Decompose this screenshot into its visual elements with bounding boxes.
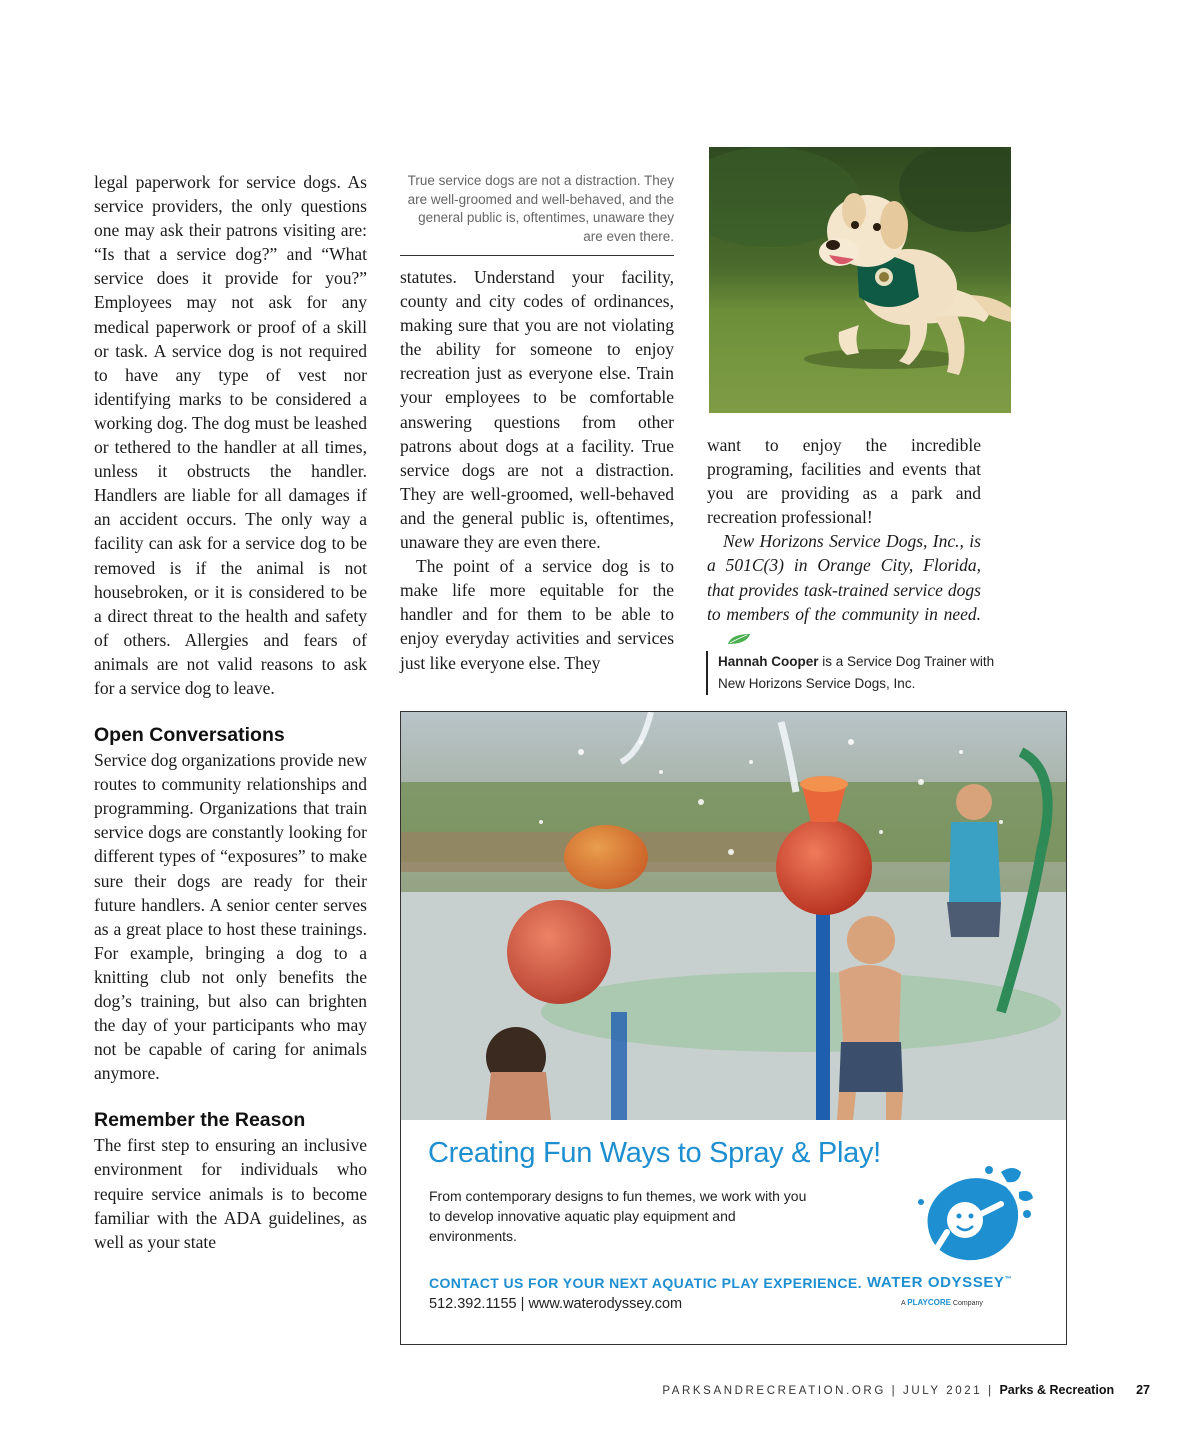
column1-paragraph-1: legal paperwork for service dogs. As service providers, the only questions one may ask their patrons visiting are: “Is that a service dog?” and “What service does it provide for you?” Employees may not ask for any medical paperwork or proof of a skill or task. A service dog is not required to have any type of vest nor identifying marks to be considered a working dog. The dog must be leashed or tethered to the handler at all times, unless it obstructs the handler. Handlers are liable for all damages if an accident occurs. The only way a facility can ask for a service dog to be removed is if the animal is not housebroken, or it is considered to be a direct threat to the health and safety of others. Allergies and fears of animals are not valid reasons to ask for a service dog to leave.	[94, 172, 367, 698]
splash-pad-photo	[401, 712, 1066, 1120]
footer-site-and-date: PARKSANDRECREATION.ORG | JULY 2021 |	[662, 1385, 1000, 1397]
organization-note-text: New Horizons Service Dogs, Inc., is a 501C(3) in Orange City, Florida, that provides task-trained service dogs to members of the community in need.	[707, 531, 981, 624]
leaf-icon	[711, 627, 735, 639]
heading-open-conversations: Open Conversations	[94, 724, 285, 747]
footer-magazine-title: Parks & Recreation	[999, 1383, 1115, 1397]
pull-quote: True service dogs are not a distraction. They are well-groomed and well-behaved, and the general public is, oftentimes, unaware they are even there.	[407, 173, 674, 244]
author-bio	[706, 651, 998, 695]
ad-body-text: From contemporary designs to fun themes, we work with you to develop innovative aquatic play equipment and environments.	[429, 1188, 807, 1244]
author-name: Hannah Cooper	[718, 654, 819, 669]
column3-paragraph-1: want to enjoy the incredible programing, facilities and events that you are providing as a park and recreation professional!	[707, 435, 981, 528]
article-column-3	[707, 433, 981, 650]
column1-paragraph-2: Service dog organizations provide new routes to community relationships and programming. Organizations that train service dogs are constantly looking for different types of “exposures” to make sure their dogs are ready for their future handlers. A senior center serves as a great place to host these trainings. For example, bringing a dog to a knitting club not only benefits the dog’s training, but also can brighten the day of your participants who may not be capable of caring for animals anymore.	[94, 750, 367, 1084]
page-number: 27	[1136, 1383, 1150, 1397]
water-odyssey-logo-icon	[901, 1162, 1041, 1270]
playcore-suffix: Company	[950, 1300, 983, 1307]
water-odyssey-advertisement[interactable]	[400, 711, 1067, 1345]
article-column-2	[400, 265, 674, 675]
playcore-logo-text: PLAYCORE	[907, 1298, 951, 1307]
column2-paragraph-2: The point of a service dog is to make life more equitable for the handler and for them to be able to enjoy everyday activities and services just like everyone else. They	[400, 556, 674, 673]
organization-note	[707, 529, 981, 649]
brand-name-text: WATER ODYSSEY	[867, 1274, 1005, 1291]
page-footer	[600, 1383, 1150, 1397]
column1-paragraph-3: The first step to ensuring an inclusive environment for individuals who require service animals is to become familiar with the ADA guidelines, as well as your state	[94, 1135, 367, 1252]
author-bio-text: is a Service Dog Trainer with New Horizons Service Dogs, Inc.	[718, 654, 995, 691]
ad-contact-info[interactable]: 512.392.1155 | www.waterodyssey.com	[429, 1296, 683, 1312]
ad-headline: Creating Fun Ways to Spray & Play!	[428, 1137, 881, 1169]
brand-name	[867, 1274, 1047, 1291]
heading-remember-the-reason: Remember the Reason	[94, 1109, 306, 1132]
puppy-photo	[709, 147, 1011, 413]
article-column-1	[94, 170, 367, 1254]
ad-call-to-action[interactable]: CONTACT US FOR YOUR NEXT AQUATIC PLAY EXPERIENCE.	[429, 1275, 862, 1291]
column2-paragraph-1: statutes. Understand your facility, county and city codes of ordinances, making sure that you are not violating the ability for someone to enjoy recreation just as everyone else. Train your employees to be comfortable answering questions from other patrons about dogs at a facility. True service dogs are not a distraction. They are well-groomed, well-behaved and the general public is, oftentimes, unaware they are even there.	[400, 267, 674, 553]
pull-quote-divider	[400, 255, 674, 256]
playcore-tagline	[901, 1298, 1021, 1307]
playcore-prefix: A	[901, 1300, 908, 1307]
trademark-mark: ™	[1004, 1276, 1013, 1283]
